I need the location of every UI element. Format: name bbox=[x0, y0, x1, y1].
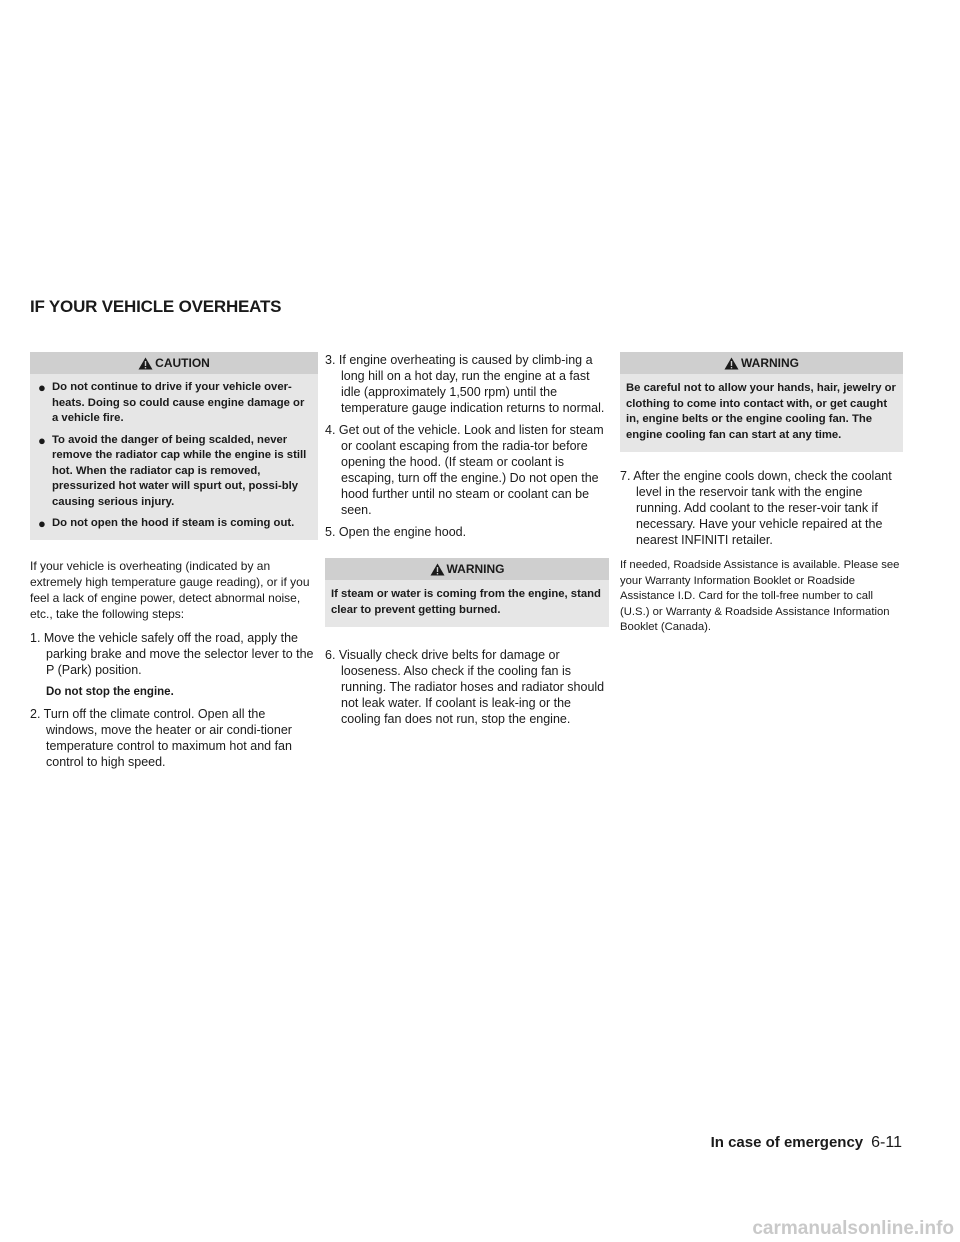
roadside-paragraph: If needed, Roadside Assistance is available. Please see your Warranty Information Booklet or Roadside Assistance I.D. Card for the toll-free number to call (U.S.) or Warranty & Roadside Assistance Information Booklet (Canada). bbox=[620, 559, 900, 633]
warning-text-2: Be careful not to allow your hands, hair, jewelry or clothing to come into contact with, or get caught in, engine belts or the engine cooling fan. The engine cooling fan can start at any time. bbox=[626, 382, 896, 441]
bullet-dot-icon: ● bbox=[38, 516, 46, 531]
step-1: 1. Move the vehicle safely off the road, apply the parking brake and move the selector lever to the P (Park) position. bbox=[30, 630, 314, 677]
warning-label-2: WARNING bbox=[741, 356, 799, 370]
warning-box-1 bbox=[325, 558, 609, 627]
caution-bullet bbox=[38, 380, 310, 427]
caution-bullet bbox=[38, 433, 310, 511]
column-left bbox=[30, 352, 318, 776]
caution-label: CAUTION bbox=[155, 356, 210, 370]
warning-header-2 bbox=[620, 352, 903, 374]
warning-triangle-icon bbox=[138, 357, 153, 370]
footer-chapter: In case of emergency bbox=[710, 1134, 864, 1151]
step-2: 2. Turn off the climate control. Open all the windows, move the heater or air condi-tioner temperature control to maximum hot and fan control to high speed. bbox=[30, 706, 292, 769]
caution-bullet-text: Do not continue to drive if your vehicle over-heats. Doing so could cause engine damage or a vehicle fire. bbox=[52, 381, 305, 424]
warning-label-1: WARNING bbox=[446, 562, 505, 576]
intro-paragraph: If your vehicle is overheating (indicated by an extremely high temperature gauge reading), or if you feel a lack of engine power, detect abnormal noise, etc., take the following steps: bbox=[30, 558, 310, 621]
step-1-note: Do not stop the engine. bbox=[46, 685, 174, 698]
page-footer bbox=[711, 1134, 902, 1152]
warning-box-2 bbox=[620, 352, 903, 452]
warning-triangle-icon bbox=[724, 357, 739, 370]
caution-header bbox=[30, 352, 318, 374]
page-number: 6-11 bbox=[871, 1134, 902, 1151]
bullet-dot-icon: ● bbox=[38, 380, 46, 395]
step-7: 7. After the engine cools down, check the coolant level in the reservoir tank with the engine running. Add coolant to the reser-voir tank if necessary. Have your vehicle repaired at the nearest INFINITI retailer. bbox=[620, 469, 892, 547]
step-3: 3. If engine overheating is caused by climb-ing a long hill on a hot day, run the engine at a fast idle (approximately 1,500 rpm) until the temperature gauge indication returns to normal. bbox=[325, 353, 605, 415]
column-right bbox=[620, 352, 903, 644]
caution-bullet-text: To avoid the danger of being scalded, never remove the radiator cap while the engine is still hot. When the radiator cap is removed, pressurized hot water will spurt out, possi-bly causing serious injury. bbox=[52, 433, 307, 508]
step-4: 4. Get out of the vehicle. Look and listen for steam or coolant escaping from the radia-tor before opening the hood. (If steam or coolant is escaping, turn off the engine.) Do not open the hood further until no steam or coolant can be seen. bbox=[325, 423, 604, 517]
step-6: 6. Visually check drive belts for damage or looseness. Also check if the cooling fan is running. The radiator hoses and radiator should not leak water. If coolant is leak-ing or the cooling fan does not run, stop the engine. bbox=[325, 648, 605, 726]
caution-bullet-text: Do not open the hood if steam is coming out. bbox=[52, 517, 295, 529]
caution-body bbox=[30, 374, 318, 540]
section-title: IF YOUR VEHICLE OVERHEATS bbox=[30, 297, 282, 316]
warning-header-1 bbox=[325, 558, 609, 580]
watermark: carmanualsonline.info bbox=[752, 1218, 954, 1239]
caution-bullet bbox=[38, 516, 310, 532]
bullet-dot-icon: ● bbox=[38, 432, 46, 448]
warning-triangle-icon bbox=[430, 563, 445, 576]
caution-box bbox=[30, 352, 318, 540]
column-middle bbox=[325, 352, 609, 733]
warning-text-1: If steam or water is coming from the engine, stand clear to prevent getting burned. bbox=[331, 588, 601, 616]
step-5: 5. Open the engine hood. bbox=[325, 525, 467, 539]
